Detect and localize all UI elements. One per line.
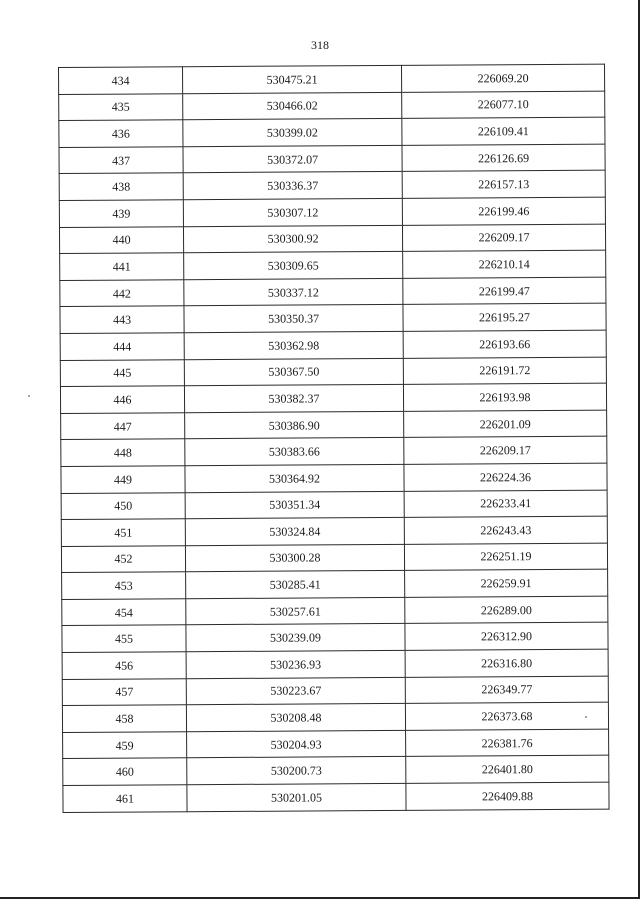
point-number-cell: 452 [61, 545, 185, 572]
table-row [59, 144, 605, 174]
coordinates-table [58, 64, 610, 813]
table-row [59, 171, 605, 201]
table-row [62, 569, 608, 599]
table-row [60, 250, 606, 280]
y-coordinate-cell: 226077.10 [402, 91, 605, 119]
table-row [60, 357, 606, 387]
table-row [62, 596, 608, 626]
table-row [60, 304, 606, 334]
point-number-cell: 445 [60, 359, 184, 386]
y-coordinate-cell: 226312.90 [405, 623, 608, 651]
x-coordinate-cell: 530257.61 [186, 597, 405, 625]
y-coordinate-cell: 226199.46 [402, 197, 605, 225]
table-row [59, 197, 605, 227]
x-coordinate-cell: 530351.34 [185, 491, 404, 519]
x-coordinate-cell: 530208.48 [186, 704, 405, 732]
y-coordinate-cell: 226109.41 [402, 117, 605, 145]
x-coordinate-cell: 530372.07 [183, 145, 402, 173]
table-row [59, 224, 605, 254]
table-row [61, 410, 607, 440]
table-row [62, 676, 608, 706]
scan-speck [28, 395, 30, 397]
y-coordinate-cell: 226209.17 [402, 224, 605, 252]
x-coordinate-cell: 530307.12 [183, 198, 402, 226]
x-coordinate-cell: 530337.12 [184, 278, 403, 306]
point-number-cell: 444 [60, 333, 184, 360]
point-number-cell: 438 [59, 173, 183, 200]
table-row [62, 649, 608, 679]
x-coordinate-cell: 530300.28 [185, 544, 404, 572]
table-row [61, 516, 607, 546]
table-row [63, 756, 609, 786]
point-number-cell: 436 [59, 120, 183, 147]
x-coordinate-cell: 530367.50 [184, 358, 403, 386]
x-coordinate-cell: 530362.98 [184, 331, 403, 359]
x-coordinate-cell: 530204.93 [187, 730, 406, 758]
table-row [61, 463, 607, 493]
table-row [59, 64, 605, 94]
y-coordinate-cell: 226289.00 [405, 596, 608, 624]
y-coordinate-cell: 226193.98 [403, 383, 606, 411]
x-coordinate-cell: 530309.65 [184, 252, 403, 280]
scan-speck [585, 716, 587, 718]
table-row [63, 782, 609, 812]
y-coordinate-cell: 226224.36 [404, 463, 607, 491]
x-coordinate-cell: 530386.90 [185, 411, 404, 439]
y-coordinate-cell: 226409.88 [406, 782, 609, 810]
y-coordinate-cell: 226193.66 [403, 330, 606, 358]
point-number-cell: 443 [60, 306, 184, 333]
point-number-cell: 449 [61, 466, 185, 493]
point-number-cell: 455 [62, 625, 186, 652]
y-coordinate-cell: 226157.13 [402, 171, 605, 199]
y-coordinate-cell: 226233.41 [404, 490, 607, 518]
y-coordinate-cell: 226259.91 [405, 569, 608, 597]
y-coordinate-cell: 226069.20 [401, 64, 604, 92]
x-coordinate-cell: 530399.02 [183, 119, 402, 147]
x-coordinate-cell: 530336.37 [183, 172, 402, 200]
table-row [60, 330, 606, 360]
x-coordinate-cell: 530300.92 [183, 225, 402, 253]
point-number-cell: 459 [63, 732, 187, 759]
x-coordinate-cell: 530382.37 [184, 385, 403, 413]
point-number-cell: 456 [62, 652, 186, 679]
point-number-cell: 460 [63, 758, 187, 785]
y-coordinate-cell: 226201.09 [404, 410, 607, 438]
point-number-cell: 439 [59, 200, 183, 227]
point-number-cell: 441 [60, 253, 184, 280]
y-coordinate-cell: 226209.17 [404, 436, 607, 464]
point-number-cell: 437 [59, 147, 183, 174]
x-coordinate-cell: 530236.93 [186, 650, 405, 678]
page-number: 318 [311, 38, 329, 52]
x-coordinate-cell: 530239.09 [186, 624, 405, 652]
point-number-cell: 451 [61, 519, 185, 546]
y-coordinate-cell: 226401.80 [406, 756, 609, 784]
x-coordinate-cell: 530383.66 [185, 438, 404, 466]
x-coordinate-cell: 530223.67 [186, 677, 405, 705]
y-coordinate-cell: 226126.69 [402, 144, 605, 172]
point-number-cell: 440 [59, 226, 183, 253]
y-coordinate-cell: 226195.27 [403, 304, 606, 332]
y-coordinate-cell: 226251.19 [404, 543, 607, 571]
x-coordinate-cell: 530466.02 [183, 92, 402, 120]
x-coordinate-cell: 530475.21 [183, 65, 402, 93]
table-row [63, 729, 609, 759]
point-number-cell: 461 [63, 785, 187, 812]
table-row [61, 490, 607, 520]
x-coordinate-cell: 530364.92 [185, 464, 404, 492]
table-row [62, 623, 608, 653]
y-coordinate-cell: 226191.72 [403, 357, 606, 385]
table-row [61, 543, 607, 573]
point-number-cell: 454 [62, 599, 186, 626]
point-number-cell: 447 [61, 412, 185, 439]
y-coordinate-cell: 226381.76 [406, 729, 609, 757]
x-coordinate-cell: 530285.41 [186, 571, 405, 599]
table-row [62, 702, 608, 732]
point-number-cell: 442 [60, 279, 184, 306]
point-number-cell: 457 [62, 678, 186, 705]
y-coordinate-cell: 226373.68 [405, 702, 608, 730]
table-row [61, 436, 607, 466]
coordinates-table-body [59, 64, 610, 812]
point-number-cell: 458 [62, 705, 186, 732]
y-coordinate-cell: 226316.80 [405, 649, 608, 677]
point-number-cell: 446 [60, 386, 184, 413]
x-coordinate-cell: 530200.73 [187, 757, 406, 785]
x-coordinate-cell: 530350.37 [184, 305, 403, 333]
y-coordinate-cell: 226243.43 [404, 516, 607, 544]
y-coordinate-cell: 226349.77 [405, 676, 608, 704]
point-number-cell: 450 [61, 492, 185, 519]
point-number-cell: 453 [62, 572, 186, 599]
table-row [60, 277, 606, 307]
table-row [59, 91, 605, 121]
x-coordinate-cell: 530324.84 [185, 517, 404, 545]
y-coordinate-cell: 226210.14 [403, 250, 606, 278]
table-row [59, 117, 605, 147]
table-row [60, 383, 606, 413]
point-number-cell: 435 [59, 93, 183, 120]
point-number-cell: 448 [61, 439, 185, 466]
x-coordinate-cell: 530201.05 [187, 783, 406, 811]
point-number-cell: 434 [59, 67, 183, 94]
y-coordinate-cell: 226199.47 [403, 277, 606, 305]
